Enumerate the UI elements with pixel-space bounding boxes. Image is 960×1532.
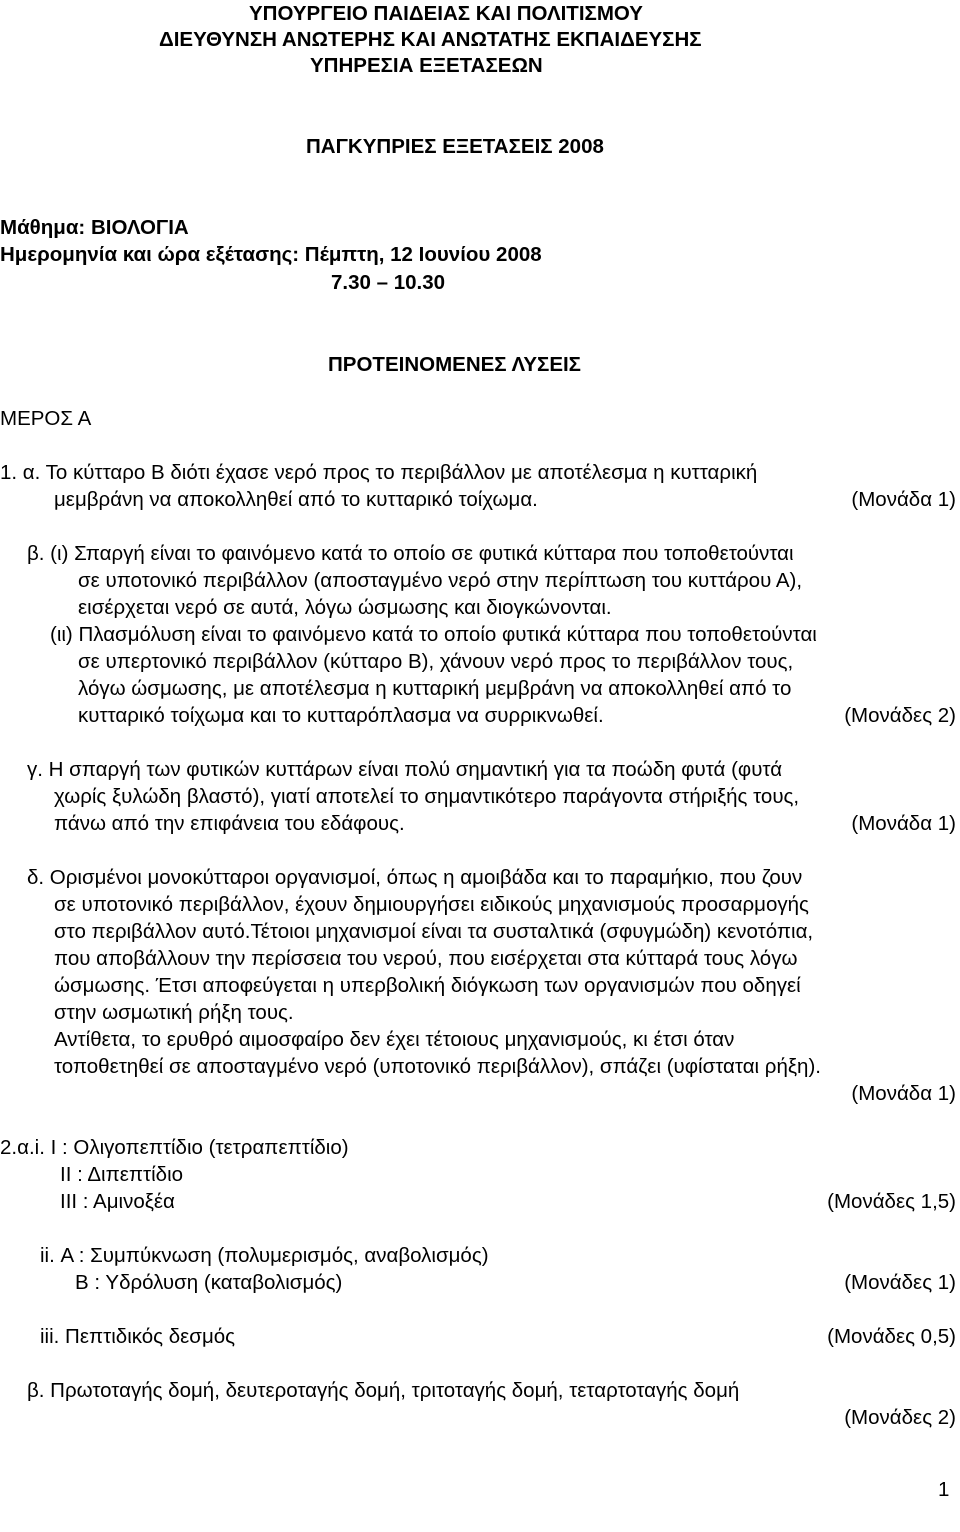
q2ai-mark: (Μονάδες 1,5) [827,1190,956,1213]
subject-line: Μάθημα: ΒΙΟΛΟΓΙΑ [0,216,189,239]
exam-date-line: Ημερομηνία και ώρα εξέτασης: Πέμπτη, 12 Ιουνίου 2008 [0,243,542,266]
page-number: 1 [938,1478,950,1501]
q1b-i-line-3: εισέρχεται νερό σε αυτά, λόγω ώσμωσης και διογκώνονται. [78,596,612,619]
exam-time-line: 7.30 – 10.30 [331,271,445,294]
q1b-mark: (Μονάδες 2) [844,704,956,727]
q1d-line-2: σε υποτονικό περιβάλλον, έχουν δημιουργήσει ειδικούς μηχανισμούς προσαρμογής [54,893,809,916]
q2ai-line-1: 2.α.i. Ι : Ολιγοπεπτίδιο (τετραπεπτίδιο) [0,1136,349,1159]
q2aii-line-1: ii. Α : Συμπύκνωση (πολυμερισμός, αναβολισμός) [40,1244,489,1267]
q1d-line-7: Αντίθετα, το ερυθρό αιμοσφαίρο δεν έχει τέτοιους μηχανισμούς, κι έτσι όταν [54,1028,735,1051]
q1b-ii-line-2: σε υπερτονικό περιβάλλον (κύτταρο Β), χάνουν νερό προς το περιβάλλον τους, [78,650,794,673]
service-heading: ΥΠΗΡΕΣΙΑ ΕΞΕΤΑΣΕΩΝ [310,54,543,77]
q2ai-line-3: ΙΙΙ : Αμινοξέα [60,1190,175,1213]
q1b-i-line-1: β. (ι) Σπαργή είναι το φαινόμενο κατά το οποίο σε φυτικά κύτταρα που τοποθετούνται [27,542,794,565]
q1d-line-1: δ. Ορισμένοι μονοκύτταροι οργανισμοί, όπως η αμοιβάδα και το παραμήκιο, που ζουν [27,866,803,889]
q2b-mark: (Μονάδες 2) [844,1406,956,1429]
q1d-line-8: τοποθετηθεί σε αποσταγμένο νερό (υποτονικό περιβάλλον), σπάζει (υφίσταται ρήξη). [54,1055,821,1078]
directorate-heading: ΔΙΕΥΘΥΝΣΗ ΑΝΩΤΕΡΗΣ ΚΑΙ ΑΝΩΤΑΤΗΣ ΕΚΠΑΙΔΕΥΣΗΣ [159,28,702,51]
q1b-ii-line-4: κυτταρικό τοίχωμα και το κυτταρόπλασμα να συρρικνωθεί. [78,704,604,727]
exams-heading: ΠΑΓΚΥΠΡΙΕΣ ΕΞΕΤΑΣΕΙΣ 2008 [306,135,604,158]
q1b-i-line-2: σε υποτονικό περιβάλλον (αποσταγμένο νερό στην περίπτωση του κυττάρου Α), [78,569,803,592]
document-title: ΠΡΟΤΕΙΝΟΜΕΝΕΣ ΛΥΣΕΙΣ [328,353,581,376]
q1c-line-3: πάνω από την επιφάνεια του εδάφους. [54,812,405,835]
q1a-line-2: μεμβράνη να αποκολληθεί από το κυτταρικό τοίχωμα. [54,488,538,511]
q2aiii-mark: (Μονάδες 0,5) [827,1325,956,1348]
q1d-line-6: στην ωσμωτική ρήξη τους. [54,1001,294,1024]
q1d-line-5: ώσμωσης. Έτσι αποφεύγεται η υπερβολική διόγκωση των οργανισμών που οδηγεί [54,974,801,997]
q1d-mark: (Μονάδα 1) [851,1082,956,1105]
q1d-line-4: που αποβάλλουν την περίσσεια του νερού, που εισέρχεται στα κύτταρά τους λόγω [54,947,798,970]
q1a-line-1: 1. α. Το κύτταρο Β διότι έχασε νερό προς το περιβάλλον με αποτέλεσμα η κυτταρική [0,461,758,484]
part-heading: ΜΕΡΟΣ Α [0,407,92,430]
q1a-mark: (Μονάδα 1) [851,488,956,511]
q2b-line: β. Πρωτοταγής δομή, δευτεροταγής δομή, τριτοταγής δομή, τεταρτοταγής δομή [27,1379,740,1402]
q1b-ii-line-1: (ιι) Πλασμόλυση είναι το φαινόμενο κατά το οποίο φυτικά κύτταρα που τοποθετούνται [50,623,817,646]
q2aii-line-2: Β : Υδρόλυση (καταβολισμός) [75,1271,343,1294]
q2aiii-line: iii. Πεπτιδικός δεσμός [40,1325,236,1348]
q1d-line-3: στο περιβάλλον αυτό.Τέτοιοι μηχανισμοί είναι τα συσταλτικά (σφυγμώδη) κενοτόπια, [54,920,814,943]
q2ai-line-2: ΙΙ : Διπεπτίδιο [60,1163,184,1186]
ministry-heading: ΥΠΟΥΡΓΕΙΟ ΠΑΙΔΕΙΑΣ ΚΑΙ ΠΟΛΙΤΙΣΜΟΥ [249,2,643,25]
q1b-ii-line-3: λόγω ώσμωσης, με αποτέλεσμα η κυτταρική μεμβράνη να αποκολληθεί από το [78,677,792,700]
q2aii-mark: (Μονάδες 1) [844,1271,956,1294]
q1c-mark: (Μονάδα 1) [851,812,956,835]
q1c-line-1: γ. Η σπαργή των φυτικών κυττάρων είναι πολύ σημαντική για τα ποώδη φυτά (φυτά [27,758,783,781]
q1c-line-2: χωρίς ξυλώδη βλαστό), γιατί αποτελεί το σημαντικότερο παράγοντα στήριξής τους, [54,785,800,808]
